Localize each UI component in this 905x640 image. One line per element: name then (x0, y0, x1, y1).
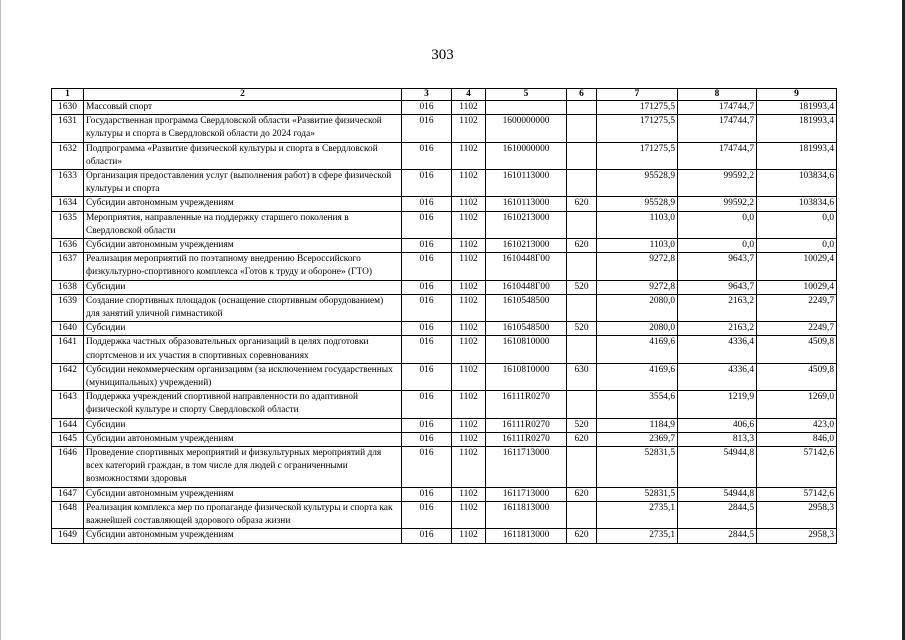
section-code: 1102 (452, 115, 486, 142)
row-description: Государственная программа Свердловской области «Развитие физической культуры и спорта в Свердловской области до 2024 года» (84, 115, 402, 142)
row-description: Субсидии автономным учреждениям (84, 529, 402, 543)
amount-col-7: 2080,0 (597, 294, 678, 321)
amount-col-7: 1103,0 (597, 239, 678, 253)
amount-col-8: 406,6 (678, 418, 757, 432)
target-article-code: 1610810000 (486, 336, 567, 363)
admin-code: 016 (402, 115, 452, 142)
amount-col-8: 9643,7 (678, 253, 757, 280)
expense-type-code: 620 (567, 529, 597, 543)
row-description: Субсидии (84, 418, 402, 432)
table-row (52, 529, 837, 543)
expense-type-code (567, 115, 597, 142)
amount-col-9: 846,0 (757, 432, 837, 446)
admin-code: 016 (402, 432, 452, 446)
admin-code: 016 (402, 170, 452, 197)
expense-type-code: 520 (567, 280, 597, 294)
amount-col-9: 423,0 (757, 418, 837, 432)
row-description: Субсидии (84, 322, 402, 336)
budget-table (51, 88, 837, 544)
section-code: 1102 (452, 336, 486, 363)
amount-col-7: 171275,5 (597, 115, 678, 142)
row-number: 1632 (52, 142, 84, 169)
amount-col-7: 4169,6 (597, 336, 678, 363)
table-row (52, 101, 837, 115)
admin-code: 016 (402, 418, 452, 432)
expense-type-code (567, 253, 597, 280)
row-number: 1648 (52, 501, 84, 528)
amount-col-9: 103834,6 (757, 197, 837, 211)
expense-type-code (567, 142, 597, 169)
target-article-code: 1611813000 (486, 529, 567, 543)
section-code: 1102 (452, 211, 486, 238)
amount-col-8: 99592,2 (678, 170, 757, 197)
section-code: 1102 (452, 447, 486, 488)
section-code: 1102 (452, 363, 486, 390)
row-description: Подпрограмма «Развитие физической культуры и спорта в Свердловской области» (84, 142, 402, 169)
admin-code: 016 (402, 447, 452, 488)
expense-type-code (567, 336, 597, 363)
target-article-code: 1610213000 (486, 239, 567, 253)
header-row (52, 89, 837, 101)
amount-col-8: 0,0 (678, 211, 757, 238)
amount-col-7: 1103,0 (597, 211, 678, 238)
target-article-code: 1610448Г00 (486, 253, 567, 280)
row-number: 1645 (52, 432, 84, 446)
row-number: 1631 (52, 115, 84, 142)
row-number: 1638 (52, 280, 84, 294)
amount-col-7: 52831,5 (597, 447, 678, 488)
table-row (52, 253, 837, 280)
section-code: 1102 (452, 142, 486, 169)
column-header: 1 (52, 89, 84, 101)
amount-col-7: 171275,5 (597, 142, 678, 169)
table-row (52, 432, 837, 446)
row-number: 1646 (52, 447, 84, 488)
section-code: 1102 (452, 487, 486, 501)
amount-col-8: 174744,7 (678, 142, 757, 169)
amount-col-8: 174744,7 (678, 101, 757, 115)
admin-code: 016 (402, 142, 452, 169)
table-row (52, 170, 837, 197)
target-article-code: 1610213000 (486, 211, 567, 238)
section-code: 1102 (452, 391, 486, 418)
row-description: Организация предоставления услуг (выполнения работ) в сфере физической культуры и спорта (84, 170, 402, 197)
row-description: Реализация комплекса мер по пропаганде физической культуры и спорта как важнейшей составляющей здорового образа жизни (84, 501, 402, 528)
row-number: 1636 (52, 239, 84, 253)
amount-col-8: 2844,5 (678, 501, 757, 528)
admin-code: 016 (402, 294, 452, 321)
table-row (52, 115, 837, 142)
amount-col-8: 813,3 (678, 432, 757, 446)
amount-col-7: 1184,9 (597, 418, 678, 432)
table-row (52, 501, 837, 528)
amount-col-9: 0,0 (757, 211, 837, 238)
expense-type-code (567, 447, 597, 488)
table-row (52, 239, 837, 253)
amount-col-9: 4509,8 (757, 336, 837, 363)
row-description: Субсидии автономным учреждениям (84, 432, 402, 446)
admin-code: 016 (402, 336, 452, 363)
admin-code: 016 (402, 197, 452, 211)
row-description: Мероприятия, направленные на поддержку старшего поколения в Свердловской области (84, 211, 402, 238)
target-article-code: 1610448Г00 (486, 280, 567, 294)
row-description: Массовый спорт (84, 101, 402, 115)
row-number: 1630 (52, 101, 84, 115)
expense-type-code (567, 101, 597, 115)
target-article-code: 1611713000 (486, 487, 567, 501)
amount-col-8: 0,0 (678, 239, 757, 253)
column-header: 7 (597, 89, 678, 101)
expense-type-code: 620 (567, 432, 597, 446)
expense-type-code (567, 391, 597, 418)
amount-col-7: 9272,8 (597, 280, 678, 294)
amount-col-9: 2958,3 (757, 501, 837, 528)
table-row (52, 487, 837, 501)
row-description: Поддержка учреждений спортивной направленности по адаптивной физической культуре и спорту Свердловской области (84, 391, 402, 418)
target-article-code: 1610000000 (486, 142, 567, 169)
section-code: 1102 (452, 170, 486, 197)
row-description: Субсидии некоммерческим организациям (за исключением государственных (муниципальных) учреждений) (84, 363, 402, 390)
row-description: Субсидии автономным учреждениям (84, 197, 402, 211)
row-description: Субсидии (84, 280, 402, 294)
section-code: 1102 (452, 322, 486, 336)
row-number: 1640 (52, 322, 84, 336)
amount-col-7: 2735,1 (597, 501, 678, 528)
amount-col-8: 2844,5 (678, 529, 757, 543)
column-header: 2 (84, 89, 402, 101)
amount-col-8: 1219,9 (678, 391, 757, 418)
table-row (52, 211, 837, 238)
row-number: 1635 (52, 211, 84, 238)
row-number: 1647 (52, 487, 84, 501)
target-article-code: 1610810000 (486, 363, 567, 390)
admin-code: 016 (402, 280, 452, 294)
row-number: 1639 (52, 294, 84, 321)
row-description: Реализация мероприятий по поэтапному внедрению Всероссийского физкультурно-спортивного комплекса «Готов к труду и обороне» (ГТО) (84, 253, 402, 280)
section-code: 1102 (452, 197, 486, 211)
row-number: 1633 (52, 170, 84, 197)
column-header: 4 (452, 89, 486, 101)
amount-col-8: 2163,2 (678, 322, 757, 336)
table-row (52, 391, 837, 418)
amount-col-9: 181993,4 (757, 115, 837, 142)
table-row (52, 294, 837, 321)
amount-col-8: 4336,4 (678, 363, 757, 390)
amount-col-7: 3554,6 (597, 391, 678, 418)
amount-col-7: 171275,5 (597, 101, 678, 115)
amount-col-9: 10029,4 (757, 280, 837, 294)
column-header: 9 (757, 89, 837, 101)
admin-code: 016 (402, 501, 452, 528)
expense-type-code: 620 (567, 239, 597, 253)
admin-code: 016 (402, 529, 452, 543)
amount-col-9: 57142,6 (757, 487, 837, 501)
amount-col-8: 4336,4 (678, 336, 757, 363)
amount-col-9: 2958,3 (757, 529, 837, 543)
amount-col-9: 4509,8 (757, 363, 837, 390)
admin-code: 016 (402, 101, 452, 115)
expense-type-code: 620 (567, 487, 597, 501)
amount-col-7: 2369,7 (597, 432, 678, 446)
row-number: 1649 (52, 529, 84, 543)
admin-code: 016 (402, 239, 452, 253)
section-code: 1102 (452, 501, 486, 528)
row-description: Создание спортивных площадок (оснащение спортивным оборудованием) для занятий уличной гимнастикой (84, 294, 402, 321)
target-article-code: 16111R0270 (486, 391, 567, 418)
expense-type-code: 520 (567, 418, 597, 432)
expense-type-code: 520 (567, 322, 597, 336)
amount-col-7: 2080,0 (597, 322, 678, 336)
amount-col-8: 99592,2 (678, 197, 757, 211)
amount-col-8: 174744,7 (678, 115, 757, 142)
amount-col-7: 52831,5 (597, 487, 678, 501)
admin-code: 016 (402, 487, 452, 501)
amount-col-7: 95528,9 (597, 197, 678, 211)
section-code: 1102 (452, 280, 486, 294)
column-header: 5 (486, 89, 567, 101)
amount-col-7: 9272,8 (597, 253, 678, 280)
amount-col-9: 181993,4 (757, 101, 837, 115)
table-row (52, 336, 837, 363)
amount-col-9: 2249,7 (757, 294, 837, 321)
column-header: 6 (567, 89, 597, 101)
row-number: 1644 (52, 418, 84, 432)
target-article-code: 1600000000 (486, 115, 567, 142)
section-code: 1102 (452, 253, 486, 280)
expense-type-code (567, 211, 597, 238)
expense-type-code: 630 (567, 363, 597, 390)
section-code: 1102 (452, 101, 486, 115)
target-article-code: 16111R0270 (486, 432, 567, 446)
amount-col-8: 54944,8 (678, 487, 757, 501)
target-article-code (486, 101, 567, 115)
amount-col-7: 4169,6 (597, 363, 678, 390)
row-description: Субсидии автономным учреждениям (84, 487, 402, 501)
expense-type-code (567, 170, 597, 197)
page-number: 303 (431, 47, 454, 63)
amount-col-9: 181993,4 (757, 142, 837, 169)
admin-code: 016 (402, 363, 452, 390)
table-row (52, 197, 837, 211)
expense-type-code: 620 (567, 197, 597, 211)
target-article-code: 1611813000 (486, 501, 567, 528)
target-article-code: 16111R0270 (486, 418, 567, 432)
target-article-code: 1610113000 (486, 197, 567, 211)
column-header: 3 (402, 89, 452, 101)
admin-code: 016 (402, 253, 452, 280)
table-row (52, 363, 837, 390)
table-row (52, 280, 837, 294)
section-code: 1102 (452, 529, 486, 543)
admin-code: 016 (402, 391, 452, 418)
amount-col-9: 2249,7 (757, 322, 837, 336)
admin-code: 016 (402, 211, 452, 238)
target-article-code: 1611713000 (486, 447, 567, 488)
table-row (52, 322, 837, 336)
table-row (52, 418, 837, 432)
amount-col-7: 95528,9 (597, 170, 678, 197)
row-description: Субсидии автономным учреждениям (84, 239, 402, 253)
expense-type-code (567, 501, 597, 528)
section-code: 1102 (452, 294, 486, 321)
row-number: 1641 (52, 336, 84, 363)
section-code: 1102 (452, 239, 486, 253)
amount-col-8: 2163,2 (678, 294, 757, 321)
amount-col-9: 103834,6 (757, 170, 837, 197)
target-article-code: 1610113000 (486, 170, 567, 197)
amount-col-8: 9643,7 (678, 280, 757, 294)
section-code: 1102 (452, 418, 486, 432)
row-number: 1634 (52, 197, 84, 211)
row-number: 1637 (52, 253, 84, 280)
amount-col-8: 54944,8 (678, 447, 757, 488)
target-article-code: 1610548500 (486, 294, 567, 321)
table-row (52, 142, 837, 169)
admin-code: 016 (402, 322, 452, 336)
amount-col-7: 2735,1 (597, 529, 678, 543)
amount-col-9: 1269,0 (757, 391, 837, 418)
amount-col-9: 0,0 (757, 239, 837, 253)
row-number: 1643 (52, 391, 84, 418)
amount-col-9: 10029,4 (757, 253, 837, 280)
column-header: 8 (678, 89, 757, 101)
expense-type-code (567, 294, 597, 321)
section-code: 1102 (452, 432, 486, 446)
row-description: Проведение спортивных мероприятий и физкультурных мероприятий для всех категорий граждан, в том числе для людей с ограниченными возможностями здоровья (84, 447, 402, 488)
row-number: 1642 (52, 363, 84, 390)
target-article-code: 1610548500 (486, 322, 567, 336)
table-row (52, 447, 837, 488)
row-description: Поддержка частных образовательных организаций в целях подготовки спортсменов и их участия в спортивных соревнованиях (84, 336, 402, 363)
amount-col-9: 57142,6 (757, 447, 837, 488)
